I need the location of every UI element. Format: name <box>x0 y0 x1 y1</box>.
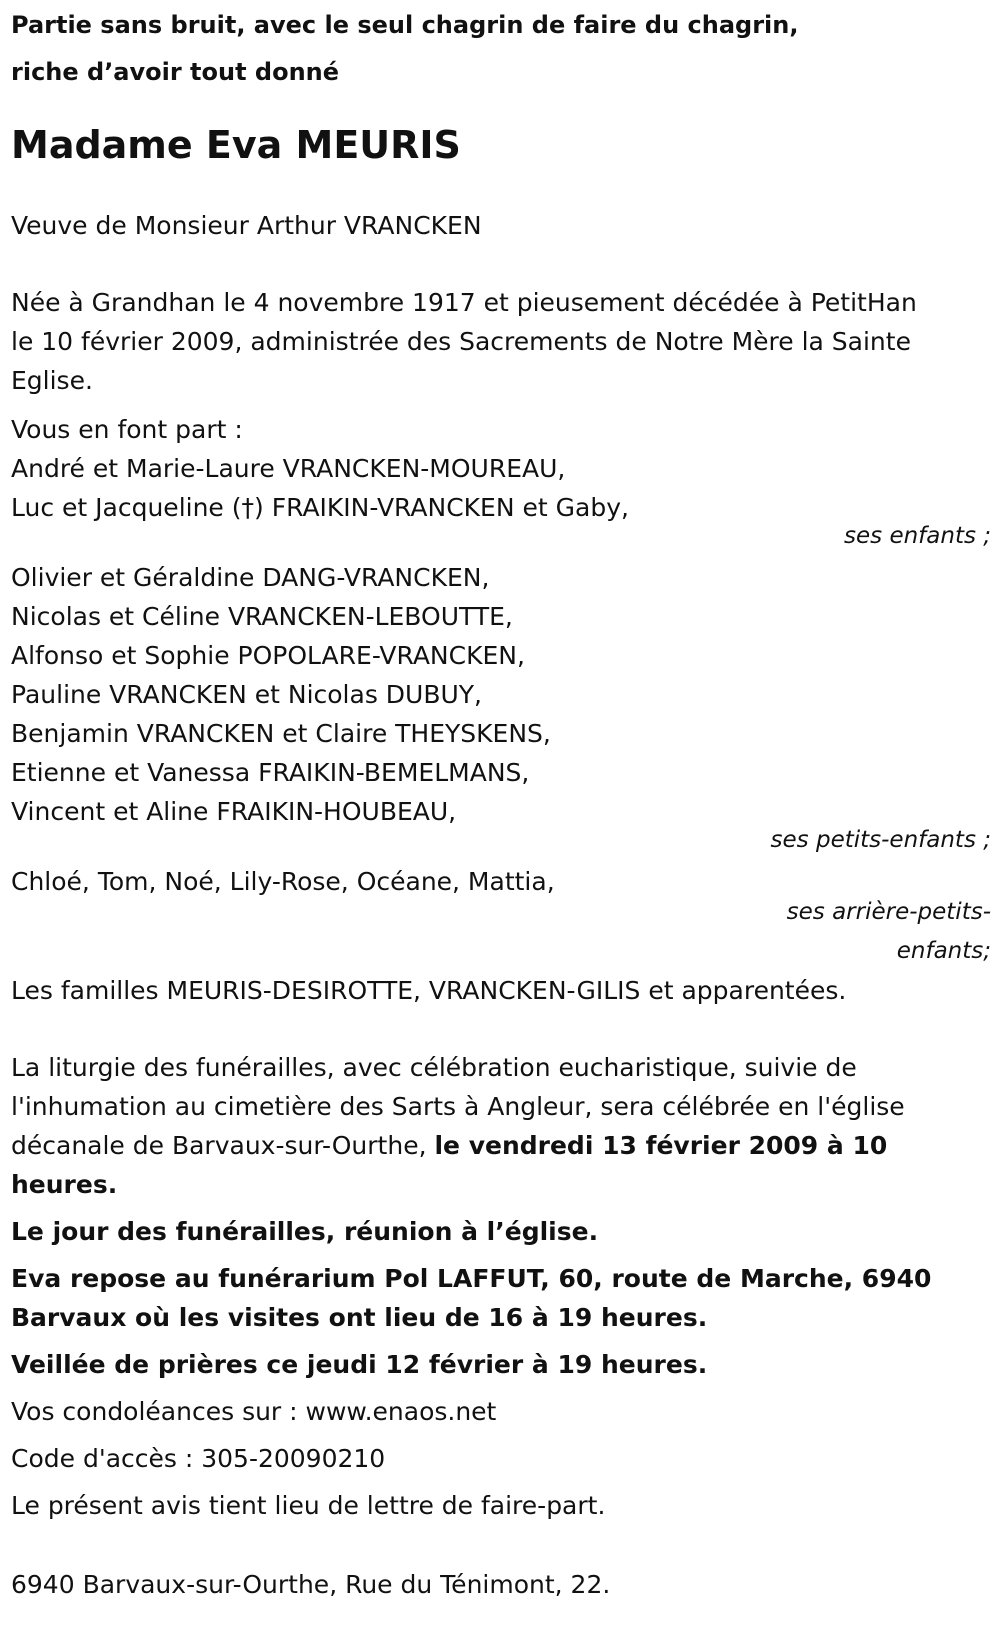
relation-label: ses petits-enfants ; <box>770 827 991 853</box>
child-name: André et Marie-Laure VRANCKEN-MOUREAU, <box>11 454 566 483</box>
announce-intro: Vous en font part : <box>11 415 243 444</box>
grandchild-name: Vincent et Aline FRAIKIN-HOUBEAU, <box>11 797 457 826</box>
access-code: Code d'accès : 305-20090210 <box>11 1444 386 1473</box>
condolences-link: Vos condoléances sur : www.enaos.net <box>11 1397 497 1426</box>
notice-text: Le présent avis tient lieu de lettre de faire-part. <box>11 1491 606 1520</box>
birth-death-details <box>11 283 991 400</box>
epigraph <box>11 2 991 96</box>
families: Les familles MEURIS-DESIROTTE, VRANCKEN-GILIS et apparentées. <box>11 976 847 1005</box>
grandchild-name: Etienne et Vanessa FRAIKIN-BEMELMANS, <box>11 758 530 787</box>
address: 6940 Barvaux-sur-Ourthe, Rue du Ténimont, 22. <box>11 1570 611 1599</box>
relation-label <box>11 893 991 971</box>
text-line: l'inhumation au cimetière des Sarts à Angleur, sera célébrée en l'église <box>11 1092 905 1121</box>
gathering-info: Le jour des funérailles, réunion à l’église. <box>11 1217 599 1246</box>
vigil-info: Veillée de prières ce jeudi 12 février à 19 heures. <box>11 1350 708 1379</box>
funeral-time: heures. <box>11 1170 118 1199</box>
text-line: La liturgie des funérailles, avec célébration eucharistique, suivie de <box>11 1053 857 1082</box>
text-plain: décanale de Barvaux-sur-Ourthe, <box>11 1131 435 1160</box>
widow-of: Veuve de Monsieur Arthur VRANCKEN <box>11 211 482 240</box>
epigraph-line: riche d’avoir tout donné <box>11 58 340 86</box>
child-name: Luc et Jacqueline (†) FRAIKIN-VRANCKEN et Gaby, <box>11 493 629 522</box>
text-line: Barvaux où les visites ont lieu de 16 à 19 heures. <box>11 1303 708 1332</box>
liturgy-details <box>11 1048 991 1204</box>
relation-label: ses enfants ; <box>844 523 991 549</box>
funeral-date: le vendredi 13 février 2009 à 10 <box>434 1131 888 1160</box>
epigraph-line: Partie sans bruit, avec le seul chagrin de faire du chagrin, <box>11 11 799 39</box>
text-line: Eva repose au funérarium Pol LAFFUT, 60, route de Marche, 6940 <box>11 1264 932 1293</box>
grandchildren-section <box>11 558 991 870</box>
relation-label-line: ses arrière-petits- <box>786 899 991 925</box>
text-line: Eglise. <box>11 366 93 395</box>
deceased-name: Madame Eva MEURIS <box>11 123 461 167</box>
grandchild-name: Nicolas et Céline VRANCKEN-LEBOUTTE, <box>11 602 513 631</box>
great-grandchildren-names: Chloé, Tom, Noé, Lily-Rose, Océane, Mattia, <box>11 867 555 896</box>
children-section <box>11 449 991 566</box>
grandchild-name: Benjamin VRANCKEN et Claire THEYSKENS, <box>11 719 551 748</box>
great-grandchildren-section <box>11 862 991 979</box>
grandchild-name: Pauline VRANCKEN et Nicolas DUBUY, <box>11 680 483 709</box>
text-line: le 10 février 2009, administrée des Sacrements de Notre Mère la Sainte <box>11 327 911 356</box>
text-line: Née à Grandhan le 4 novembre 1917 et pieusement décédée à PetitHan <box>11 288 917 317</box>
grandchild-name: Olivier et Géraldine DANG-VRANCKEN, <box>11 563 490 592</box>
obituary-notice <box>11 0 991 1604</box>
grandchild-name: Alfonso et Sophie POPOLARE-VRANCKEN, <box>11 641 525 670</box>
relation-label-line: enfants; <box>896 938 991 964</box>
text-line <box>11 1126 991 1165</box>
repose-info <box>11 1259 991 1337</box>
